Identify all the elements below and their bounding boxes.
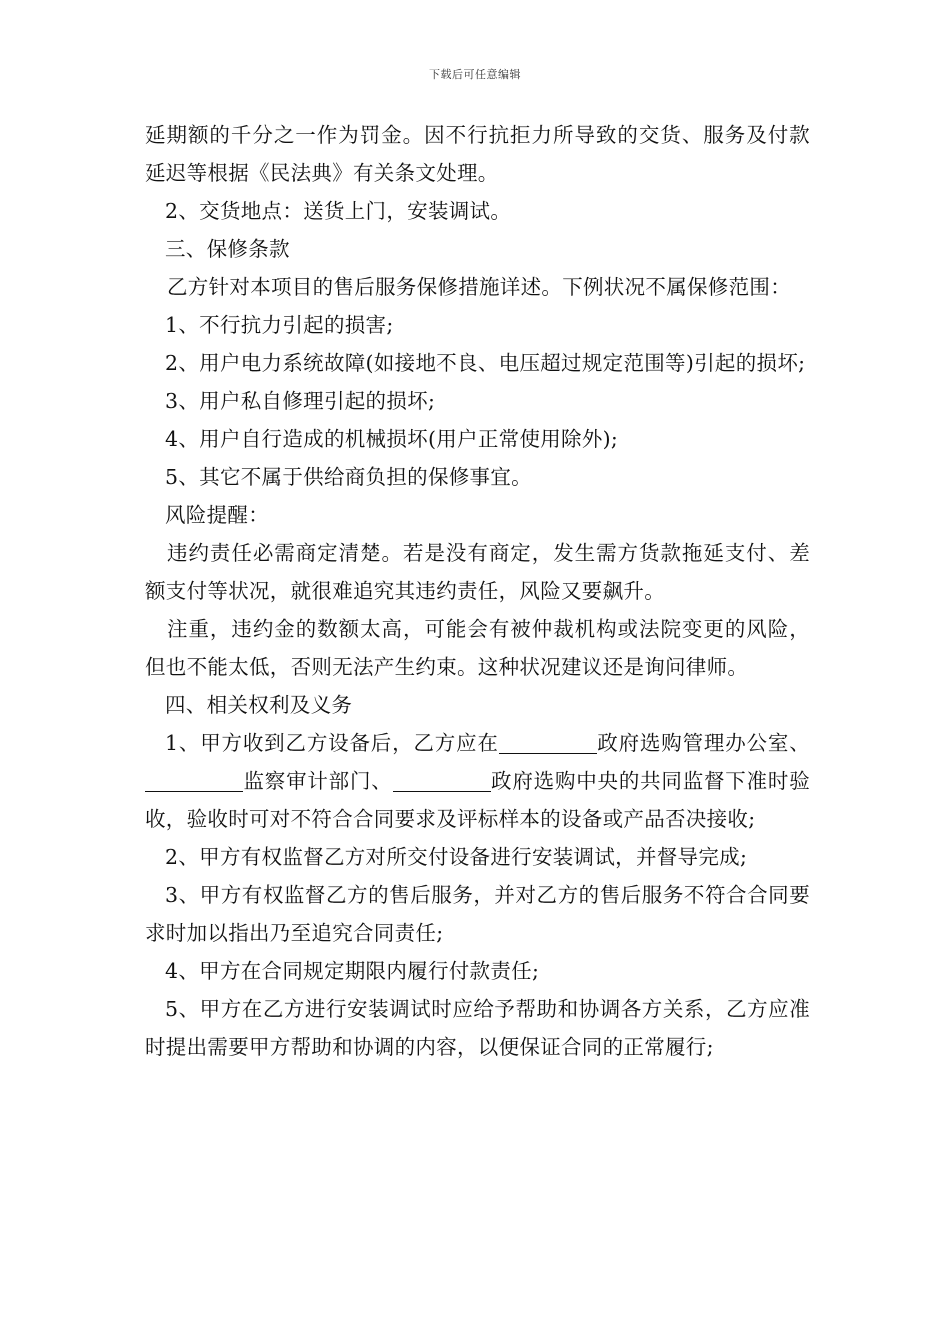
clause1-part1: 1、甲方收到乙方设备后，乙方应在 [165, 731, 499, 755]
list-item-rights-2: 2、甲方有权监督乙方对所交付设备进行安装调试，并督导完成; [165, 845, 748, 869]
paragraph-risk-1: 违约责任必需商定清楚。若是没有商定，发生需方货款拖延支付、差额支付等状况，就很难追究其违约责任，风险又要飙升。 [145, 541, 810, 603]
section-heading-warranty: 三、保修条款 [165, 237, 290, 261]
list-item-rights-4: 4、甲方在合同规定期限内履行付款责任; [165, 959, 540, 983]
clause1-part4: 政府选购中央的共同监督下准时验收，验收时可对不符合合同要求及评标样本的设备或产品否决接收; [145, 769, 810, 831]
list-item-rights-1 [145, 724, 810, 838]
list-item-warranty-1: 1、不行抗力引起的损害; [165, 313, 394, 337]
list-item-warranty-2: 2、用户电力系统故障(如接地不良、电压超过规定范围等)引起的损坏; [165, 351, 806, 375]
blank-field-2 [145, 769, 243, 792]
blank-field-3 [393, 769, 491, 792]
clause1-part3: 监察审计部门、 [243, 769, 393, 793]
list-item-rights-5: 5、甲方在乙方进行安装调试时应给予帮助和协调各方关系，乙方应准时提出需要甲方帮助和协调的内容，以便保证合同的正常履行; [145, 997, 810, 1059]
document-body [145, 116, 810, 1066]
list-item-warranty-5: 5、其它不属于供给商负担的保修事宜。 [165, 465, 532, 489]
page-header: 下载后可任意编辑 [429, 68, 521, 81]
paragraph-penalty: 延期额的千分之一作为罚金。因不行抗拒力所导致的交货、服务及付款延迟等根据《民法典》有关条文处理。 [145, 123, 810, 185]
paragraph-risk-2: 注重，违约金的数额太高，可能会有被仲裁机构或法院变更的风险，但也不能太低，否则无法产生约束。这种状况建议还是询问律师。 [145, 617, 810, 679]
risk-reminder-heading: 风险提醒： [165, 503, 269, 527]
list-item-warranty-4: 4、用户自行造成的机械损坏(用户正常使用除外); [165, 427, 619, 451]
list-item-warranty-3: 3、用户私自修理引起的损坏; [165, 389, 436, 413]
list-item-rights-3: 3、甲方有权监督乙方的售后服务，并对乙方的售后服务不符合合同要求时加以指出乃至追究合同责任; [145, 883, 810, 945]
paragraph-delivery-location: 2、交货地点：送货上门，安装调试。 [165, 199, 512, 223]
clause1-part2: 政府选购管理办公室、 [596, 731, 811, 755]
section-heading-rights: 四、相关权利及义务 [165, 693, 353, 717]
blank-field-1 [499, 731, 597, 754]
paragraph-warranty-intro: 乙方针对本项目的售后服务保修措施详述。下例状况不属保修范围： [167, 275, 791, 299]
